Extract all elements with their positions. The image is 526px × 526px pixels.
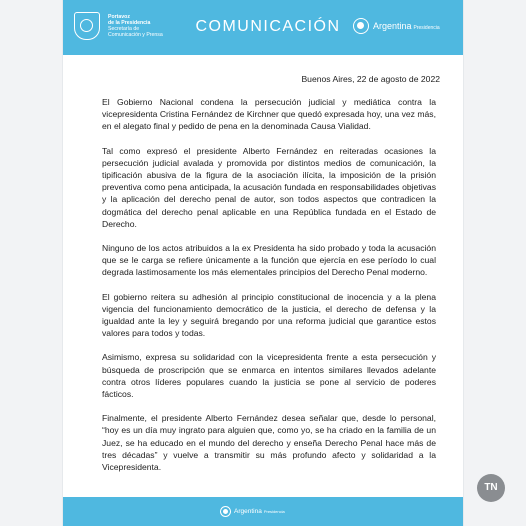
header-title: COMUNICACIÓN <box>195 18 341 35</box>
document-body <box>102 96 436 485</box>
tn-logo-badge[interactable]: TN <box>477 474 505 502</box>
paragraph: Asimismo, expresa su solidaridad con la vicepresidenta frente a esta persecución y búsqueda de proscripción que se enmarca en intentos similares llevados adelante contra otros líderes populares cuando la justicia se pone al servicio de poderes fácticos. <box>102 352 436 400</box>
paragraph: Ninguno de los actos atribuidos a la ex Presidenta ha sido probado y toda la acusación que se le carga se refiere únicamente a la función que ejercía en ese período lo cual degrada lastimosamente los más elementales principios del Derecho Penal moderno. <box>102 243 436 278</box>
sun-icon <box>353 18 369 34</box>
footer-brand-logo <box>220 506 320 518</box>
document-footer <box>63 497 463 526</box>
footer-brand-sub: Presidencia <box>263 509 285 514</box>
org-line-3: Secretaría de <box>108 26 140 32</box>
org-line-1: Portavoz <box>108 14 130 20</box>
document-date: Buenos Aires, 22 de agosto de 2022 <box>301 74 440 84</box>
brand-sub: Presidencia <box>413 25 440 31</box>
presidency-logo <box>74 9 194 47</box>
right-background-strip <box>464 0 526 526</box>
sun-icon <box>220 506 231 517</box>
press-release-document <box>62 0 464 526</box>
left-background-strip <box>0 0 62 526</box>
brand-name: Argentina <box>373 21 412 31</box>
argentina-brand-logo <box>353 17 453 39</box>
paragraph: Tal como expresó el presidente Alberto Fernández en reiteradas ocasiones la persecución judicial avalada y promovida por distintos medios de comunicación, la tipificación abusiva de la figura de la asociación ilícita, la imposición de la prisión preventiva como pena anticipada, la acusación fundada en responsabilidades objetivas y la aplicación del derecho penal de autor, son todos aspectos que contradicen la dogmática del derecho penal aplicable en una República fundada en el Estado de Derecho. <box>102 145 436 229</box>
paragraph: Finalmente, el presidente Alberto Fernández desea señalar que, desde lo personal, “hoy es un día muy ingrato para alguien que, como yo, se ha criado en la familia de un Juez, se ha educado en el mundo del derecho y enseña Derecho Penal hace más de tres décadas” y vuelve a transmitir su más profundo afecto y solidaridad a la Vicepresidenta. <box>102 413 436 473</box>
coat-of-arms-icon <box>74 12 100 40</box>
org-line-4: Comunicación y Prensa <box>108 32 163 38</box>
footer-brand-name: Argentina <box>234 508 262 515</box>
paragraph: El Gobierno Nacional condena la persecución judicial y mediática contra la vicepresidenta Cristina Fernández de Kirchner que quedó expresada hoy, una vez más, en el alegato final y pedido de pena en la denominada Causa Vialidad. <box>102 97 436 132</box>
paragraph: El gobierno reitera su adhesión al principio constitucional de inocencia y a la plena vigencia del funcionamiento democrático de la justicia, el derecho de defensa y la igualdad ante la ley y seguirá bregando por una reforma judicial que garantice estos valores para todos y todas. <box>102 291 436 339</box>
org-line-2: de la Presidencia <box>108 20 151 26</box>
document-header <box>63 0 463 55</box>
